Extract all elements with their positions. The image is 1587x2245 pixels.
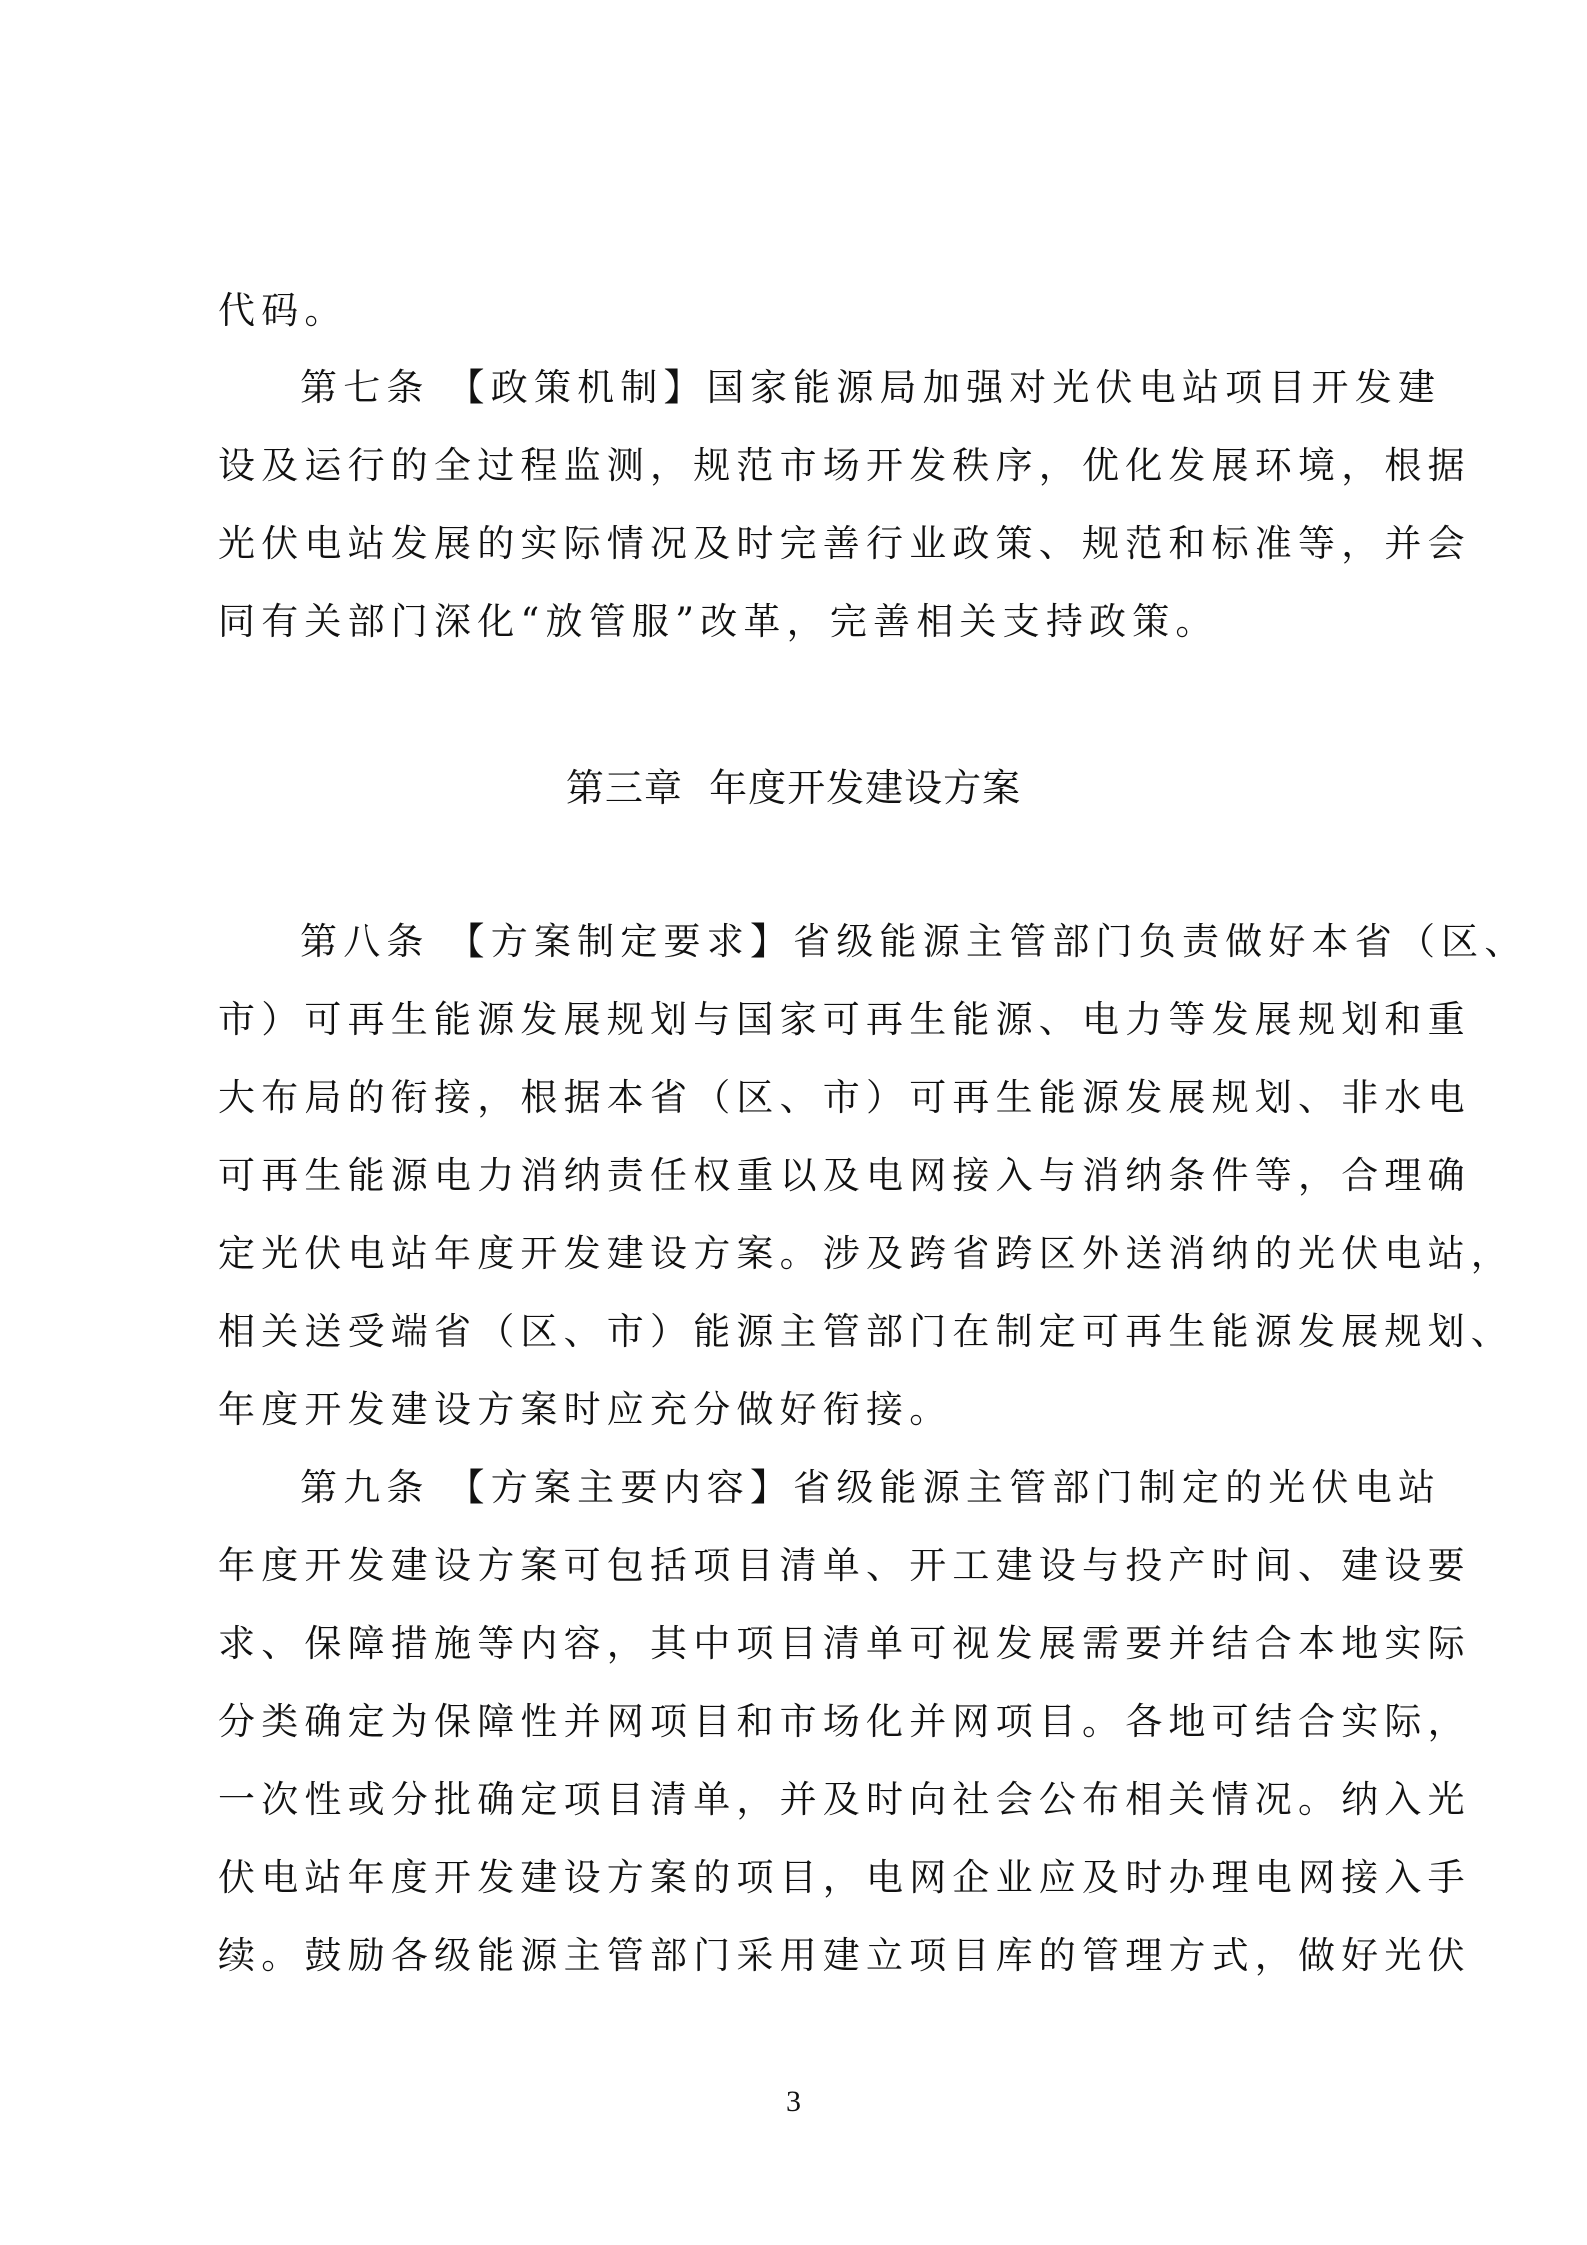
article-7-line: 光伏电站发展的实际情况及时完善行业政策、规范和标准等，并会 (218, 522, 1471, 565)
article-9-line: 伏电站年度开发建设方案的项目，电网企业应及时办理电网接入手 (218, 1856, 1471, 1899)
article-8-line: 可再生能源电力消纳责任权重以及电网接入与消纳条件等，合理确 (218, 1154, 1471, 1197)
article-9-line: 求、保障措施等内容，其中项目清单可视发展需要并结合本地实际 (218, 1622, 1471, 1665)
article-9-line: 一次性或分批确定项目清单，并及时向社会公布相关情况。纳入光 (218, 1778, 1471, 1821)
chapter-title: 第三章 年度开发建设方案 (565, 766, 1022, 810)
article-8-line: 年度开发建设方案时应充分做好衔接。 (218, 1388, 953, 1431)
text-line-continuation: 代码。 (218, 289, 348, 332)
article-9-line: 分类确定为保障性并网项目和市场化并网项目。各地可结合实际， (218, 1700, 1471, 1743)
page-number: 3 (786, 2085, 801, 2118)
article-8-line: 定光伏电站年度开发建设方案。涉及跨省跨区外送消纳的光伏电站， (218, 1232, 1514, 1275)
article-8-line: 相关送受端省（区、市）能源主管部门在制定可再生能源发展规划、 (218, 1310, 1514, 1353)
article-8-line: 大布局的衔接，根据本省（区、市）可再生能源发展规划、非水电 (218, 1076, 1471, 1119)
article-7-line: 同有关部门深化“放管服”改革，完善相关支持政策。 (218, 600, 1219, 643)
article-8-line: 第八条 【方案制定要求】省级能源主管部门负责做好本省（区、 (300, 920, 1528, 963)
article-9-line: 第九条 【方案主要内容】省级能源主管部门制定的光伏电站 (300, 1466, 1442, 1509)
article-9-line: 续。鼓励各级能源主管部门采用建立项目库的管理方式，做好光伏 (218, 1934, 1471, 1977)
article-9-line: 年度开发建设方案可包括项目清单、开工建设与投产时间、建设要 (218, 1544, 1471, 1587)
article-8-line: 市）可再生能源发展规划与国家可再生能源、电力等发展规划和重 (218, 998, 1471, 1041)
article-7-line: 设及运行的全过程监测，规范市场开发秩序，优化发展环境，根据 (218, 444, 1471, 487)
article-7-line: 第七条 【政策机制】国家能源局加强对光伏电站项目开发建 (300, 366, 1442, 409)
